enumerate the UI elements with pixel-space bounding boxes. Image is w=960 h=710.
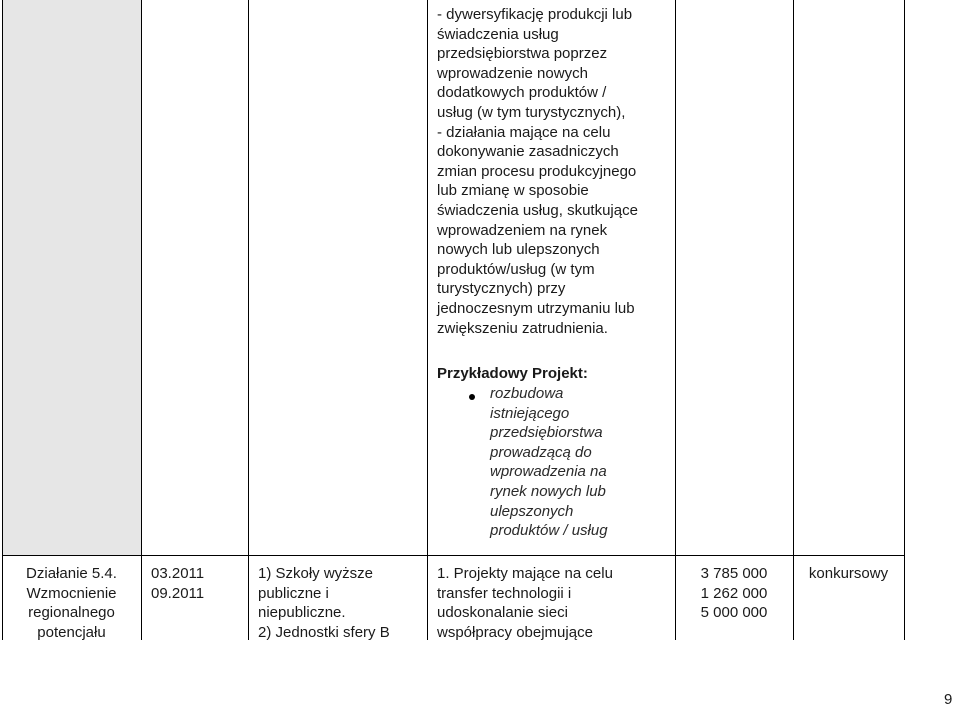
example-project-list [490, 384, 608, 541]
action-line: Wzmocnienie [26, 584, 117, 602]
table-border-right [904, 0, 905, 640]
action-line: regionalnego [28, 604, 115, 622]
date-value: 03.2011 [151, 565, 205, 582]
description-line: wprowadzenie nowych [437, 64, 588, 82]
action-line: potencjału [37, 623, 106, 641]
action-line: Działanie 5.4. [26, 565, 117, 582]
description-line: świadczenia usług [437, 25, 559, 43]
date-value: 09.2011 [151, 584, 205, 602]
beneficiary-line: niepubliczne. [258, 604, 346, 622]
description-line: nowych lub ulepszonych [437, 241, 600, 259]
description-line: produktów/usług (w tym [437, 260, 595, 278]
example-line: wprowadzenia na [490, 463, 607, 481]
description-line: dokonywanie zasadniczych [437, 143, 619, 161]
description-line: lub zmianę w sposobie [437, 182, 589, 200]
description-line: przedsiębiorstwa poprzez [437, 45, 608, 63]
project-line: transfer technologii i [437, 584, 572, 602]
project-line: współpracy obejmujące [437, 623, 593, 641]
description-line: dodatkowych produktów / [437, 84, 607, 102]
mode-cell: konkursowy [808, 565, 889, 582]
example-line: produktów / usług [490, 522, 608, 540]
amount-value: 1 262 000 [700, 584, 768, 602]
beneficiary-line: publiczne i [258, 584, 329, 602]
amount-value: 5 000 000 [700, 604, 768, 622]
project-line: udoskonalanie sieci [437, 604, 568, 622]
example-project-heading: Przykładowy Projekt: [437, 365, 588, 382]
description-line: wprowadzeniem na rynek [437, 221, 608, 239]
table-col-divider-5 [793, 0, 794, 640]
description-line: jednoczesnym utrzymaniu lub [437, 299, 635, 317]
amount-value: 3 785 000 [700, 565, 768, 582]
table-col-divider-3 [427, 0, 428, 640]
table-col-divider-2 [248, 0, 249, 640]
example-line: ulepszonych [490, 502, 574, 520]
description-line: - dywersyfikację produkcji lub [437, 6, 633, 23]
amounts-cell [675, 564, 793, 623]
beneficiary-line: 2) Jednostki sfery B [258, 623, 390, 641]
beneficiaries-cell [258, 564, 390, 642]
example-line: rozbudowa [490, 385, 564, 402]
dates-cell [151, 564, 204, 603]
beneficiary-line: 1) Szkoły wyższe [258, 565, 374, 582]
example-line: istniejącego [490, 404, 570, 422]
description-cell [437, 5, 638, 338]
example-line: rynek nowych lub [490, 482, 606, 500]
description-line: świadczenia usług, skutkujące [437, 201, 638, 219]
description-line: usług (w tym turystycznych), [437, 103, 626, 121]
description-line: - działania mające na celu [437, 123, 611, 141]
row-divider [2, 555, 905, 556]
description-line: turystycznych) przy [437, 280, 566, 298]
page-number: 9 [944, 691, 953, 708]
action-name-cell [2, 564, 141, 642]
example-line: prowadzącą do [490, 443, 592, 461]
table-col-divider-4 [675, 0, 676, 640]
description-line: zwiększeniu zatrudnienia. [437, 319, 608, 337]
first-column-shading [2, 0, 141, 555]
example-line: przedsiębiorstwa [490, 424, 603, 442]
projects-cell [437, 564, 613, 642]
table-col-divider-1 [141, 0, 142, 640]
project-line: 1. Projekty mające na celu [437, 565, 613, 582]
description-line: zmian procesu produkcyjnego [437, 162, 637, 180]
table-border-left [2, 0, 3, 640]
bullet-icon [469, 394, 475, 400]
